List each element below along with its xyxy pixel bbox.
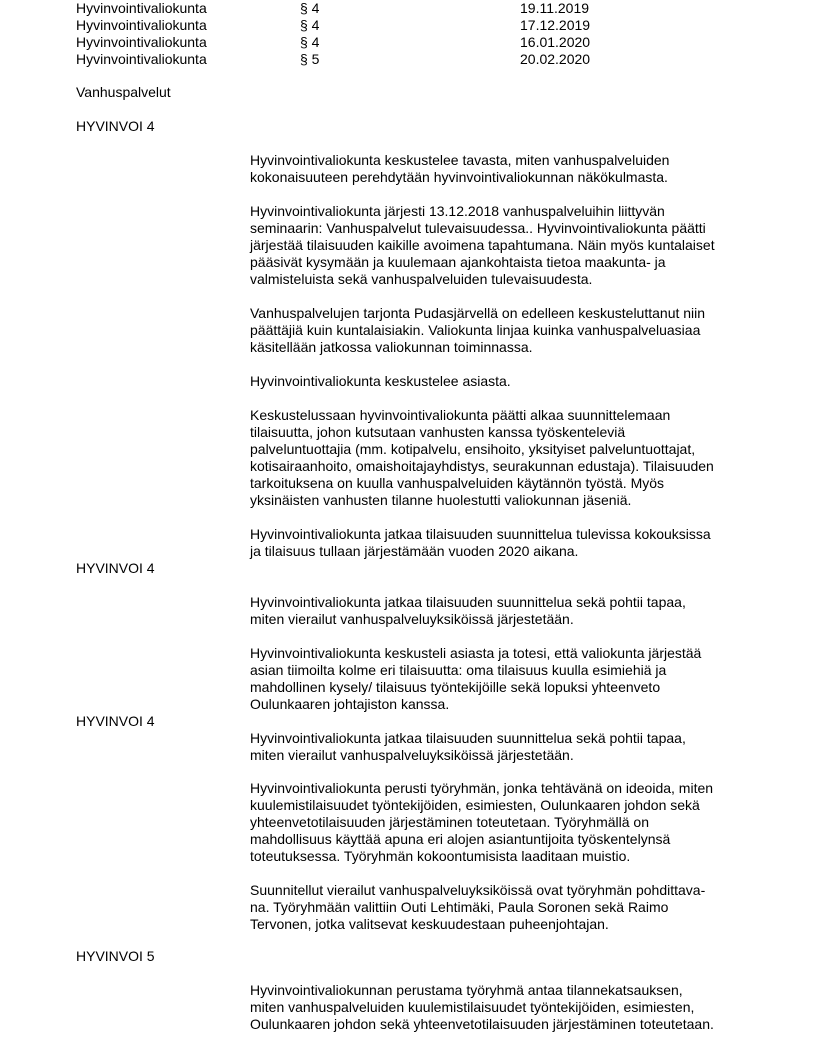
meeting-row [0,34,816,51]
text-line: kotisairaanhoito, omaishoitajayhdistys, seurakunnan edustaja). Tilaisuuden [250,458,714,474]
text-line: Hyvinvointivaliokunta jatkaa tilaisuuden suunnittelua tulevissa kokouksissa [250,526,711,542]
text-line: järjestää tilaisuuden kaikille avoimena tapahtumana. Näin myös kuntalaiset [250,237,715,253]
meeting-body: Hyvinvointivaliokunta [76,51,207,67]
meeting-section: § 4 [300,17,320,33]
text-line: tarkoituksena on kuulla vanhuspalveluiden käytännön työstä. Myös [250,475,665,491]
meeting-date: 20.02.2020 [520,51,591,67]
text-line: Vanhuspalvelujen tarjonta Pudasjärvellä on edelleen keskusteluttanut niin [250,305,706,321]
meeting-date: 19.11.2019 [520,0,590,16]
body-paragraph [250,594,750,628]
body-paragraph [250,730,750,764]
text-line: Hyvinvointivaliokunta jatkaa tilaisuuden suunnittelua sekä pohtii tapaa, [250,594,686,610]
meeting-row [0,51,816,68]
text-line: palveluntuottajia (mm. kotipalvelu, ensihoito, yksityiset palveluntuottajat, [250,441,696,457]
body-paragraph [250,526,750,560]
meeting-body: Hyvinvointivaliokunta [76,0,207,16]
text-line: seminaarin: Vanhuspalvelut tulevaisuudessa.. Hyvinvointivaliokunta päätti [250,220,706,236]
body-paragraph [250,305,750,356]
meeting-date: 16.01.2020 [520,34,591,50]
text-line: Oulunkaaren johdon sekä yhteenvetotilaisuuden järjestäminen toteutetaan. [250,1016,714,1032]
text-line: Suunnitellut vierailut vanhuspalveluyksiköissä ovat työryhmän pohdittava- [250,882,706,898]
text-line: Tervonen, jotka valitsevat keskuudestaan puheenjohtajan. [250,916,609,932]
text-line: kokonaisuuteen perehdytään hyvinvointivaliokunnan näkökulmasta. [250,169,668,185]
text-line: mahdollinen kysely/ tilaisuus työntekijöille sekä lopuksi yhteenveto [250,679,661,695]
meeting-row [0,0,816,17]
meeting-date: 17.12.2019 [520,17,591,33]
text-line: kuulemistilaisuudet työntekijöiden, esimiesten, Oulunkaaren johdon sekä [250,797,700,813]
meeting-section: § 5 [300,51,320,67]
text-line: Hyvinvointivaliokunta järjesti 13.12.2018 vanhuspalveluihin liittyvän [250,203,665,219]
body-paragraph [250,982,750,1033]
text-line: ja tilaisuus tullaan järjestämään vuoden 2020 aikana. [250,543,579,559]
meeting-section: § 4 [300,0,320,16]
text-line: päättäjiä kuin kuntalaisiakin. Valiokunta linjaa kuinka vanhuspalveluasiaa [250,322,701,338]
text-line: tilaisuutta, johon kutsutaan vanhusten kanssa työskenteleviä [250,424,626,440]
text-line: Oulunkaaren johtajiston kanssa. [250,696,450,712]
text-line: na. Työryhmään valittiin Outi Lehtimäki, Paula Soronen sekä Raimo [250,899,669,915]
subject-heading: Vanhuspalvelut [76,84,171,100]
text-line: mahdollisuus käyttää apuna eri alojen asiantuntijoita työskentelynsä [250,831,671,847]
text-line: Hyvinvointivaliokunnan perustama työryhmä antaa tilannekatsauksen, [250,982,683,998]
text-line: miten vierailut vanhuspalveluyksiköissä järjestetään. [250,611,574,627]
body-paragraph [250,373,750,390]
text-line: valmisteluista sekä vanhuspalveluiden tulevaisuudesta. [250,271,593,287]
section-code: HYVINVOI 4 [76,560,155,576]
text-line: Hyvinvointivaliokunta keskustelee asiasta. [250,373,511,389]
text-line: käsitellään jatkossa valiokunnan toiminnassa. [250,339,533,355]
body-paragraph [250,203,750,288]
body-paragraph [250,780,750,865]
text-line: Hyvinvointivaliokunta perusti työryhmän, jonka tehtävänä on ideoida, miten [250,780,714,796]
section-code: HYVINVOI 4 [76,118,155,134]
body-paragraph [250,882,750,933]
text-line: yhteenvetotilaisuuden järjestäminen toteutetaan. Työryhmällä on [250,814,649,830]
body-paragraph [250,407,750,509]
text-line: asian tiimoilta kolme eri tilaisuutta: oma tilaisuus kuulla esimiehiä ja [250,662,667,678]
meeting-body: Hyvinvointivaliokunta [76,34,207,50]
meeting-row [0,17,816,34]
text-line: Hyvinvointivaliokunta keskustelee tavasta, miten vanhuspalveluiden [250,152,670,168]
text-line: Hyvinvointivaliokunta jatkaa tilaisuuden suunnittelua sekä pohtii tapaa, [250,730,686,746]
section-code: HYVINVOI 4 [76,713,155,729]
text-line: pääsivät kysymään ja kuulemaan ajankohtaista tietoa maakunta- ja [250,254,666,270]
body-paragraph [250,645,750,713]
text-line: miten vierailut vanhuspalveluyksiköissä järjestetään. [250,747,574,763]
body-paragraph [250,152,750,186]
section-code: HYVINVOI 5 [76,948,155,964]
text-line: Hyvinvointivaliokunta keskusteli asiasta ja totesi, että valiokunta järjestää [250,645,702,661]
meeting-section: § 4 [300,34,320,50]
text-line: Keskustelussaan hyvinvointivaliokunta päätti alkaa suunnittelemaan [250,407,671,423]
text-line: toteutuksessa. Työryhmän kokoontumisista laaditaan muistio. [250,848,631,864]
meeting-body: Hyvinvointivaliokunta [76,17,207,33]
text-line: miten vanhuspalveluiden kuulemistilaisuudet työntekijöiden, esimiesten, [250,999,695,1015]
text-line: yksinäisten vanhusten tilanne huolestutti valiokunnan jäseniä. [250,492,632,508]
